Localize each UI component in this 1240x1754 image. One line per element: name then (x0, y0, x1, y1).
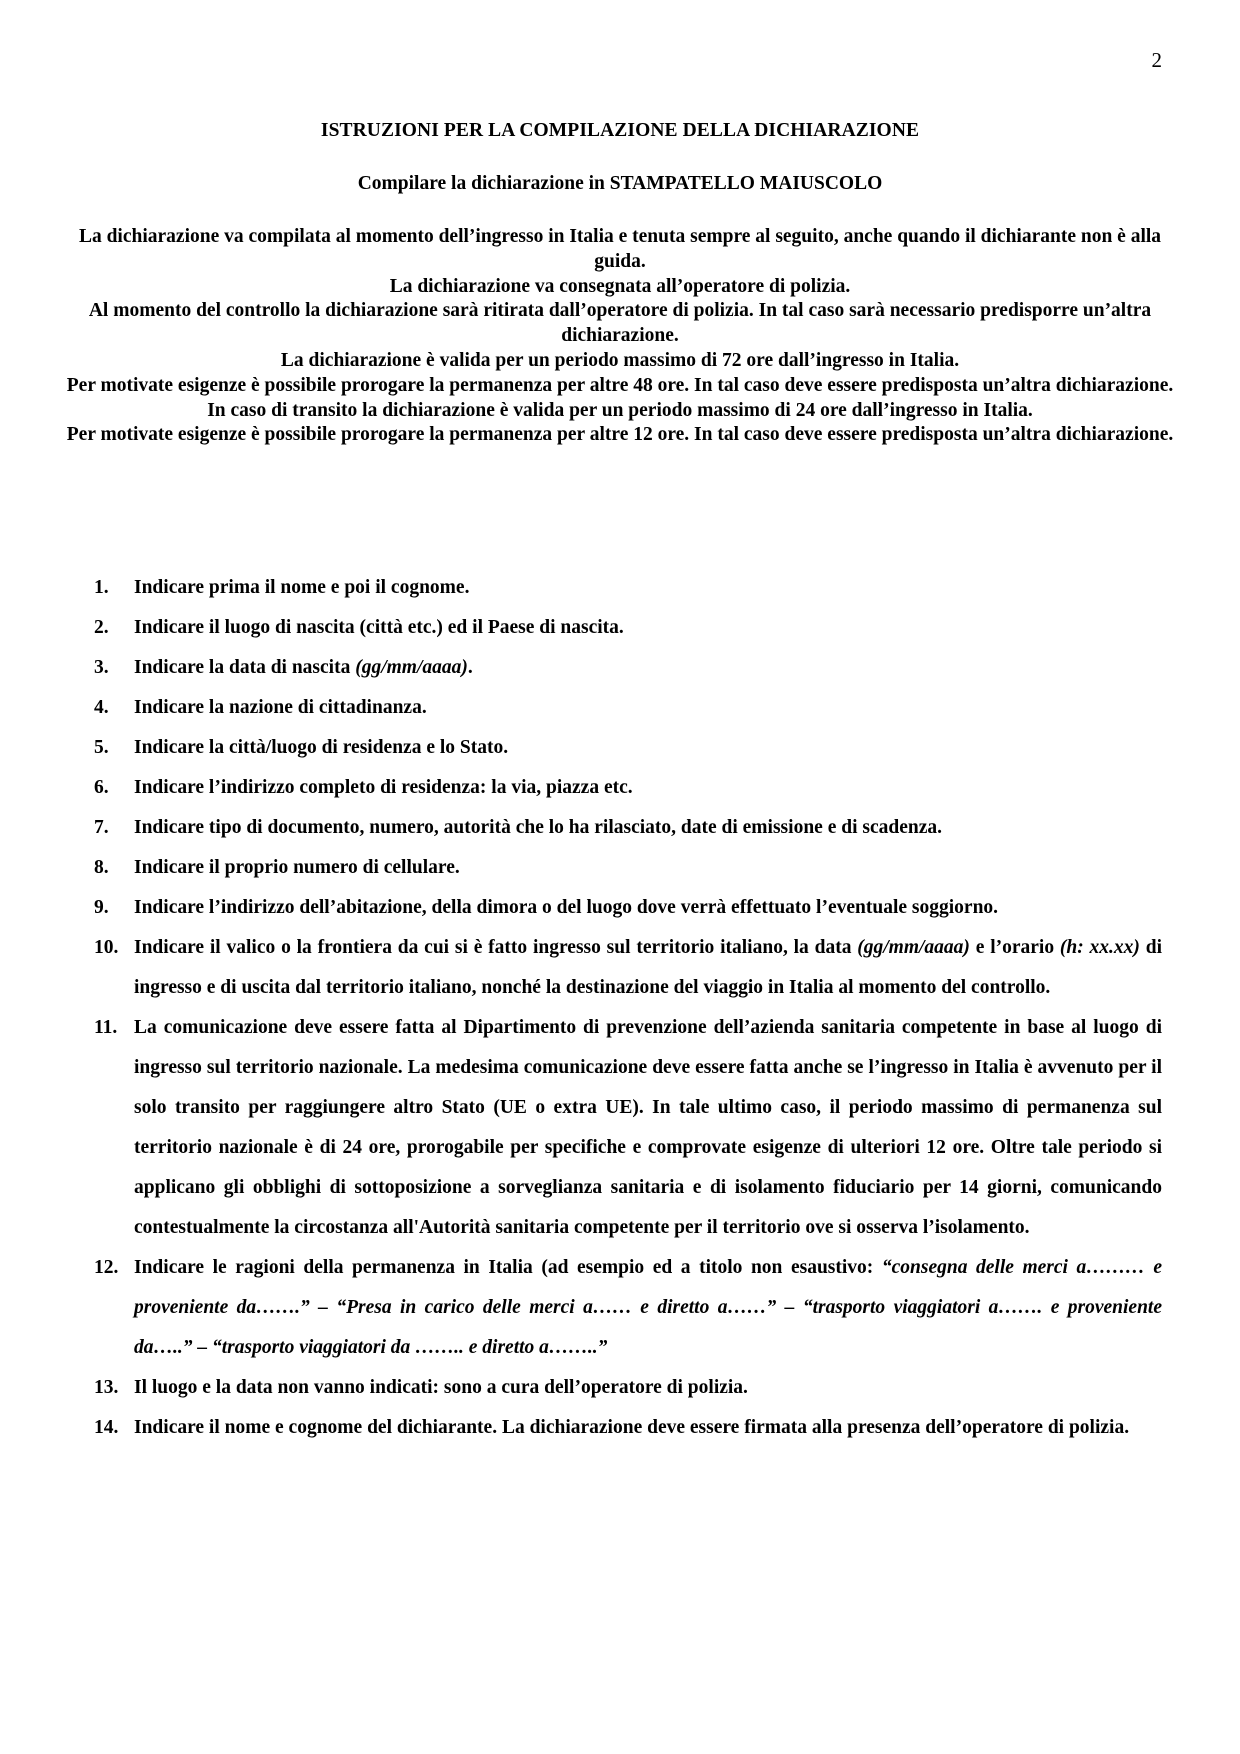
document-subtitle: Compilare la dichiarazione in STAMPATELLO MAIUSCOLO (357, 173, 883, 194)
instruction-number: 11. (94, 1017, 118, 1038)
instruction-number: 6. (94, 777, 109, 798)
intro-paragraph: Per motivate esigenze è possibile prorogare la permanenza per altre 48 ore. In tal caso deve essere predisposta un’altra dichiarazione. (66, 374, 1174, 396)
instruction-text: Indicare la data di nascita (134, 657, 356, 678)
instruction-text: Indicare l’indirizzo dell’abitazione, della dimora o del luogo dove verrà effettuato l’eventuale soggiorno. (134, 897, 999, 918)
document-title: ISTRUZIONI PER LA COMPILAZIONE DELLA DICHIARAZIONE (320, 120, 920, 141)
instruction-text: Indicare il nome e cognome del dichiarante. La dichiarazione deve essere firmata alla presenza dell’operatore di polizia. (134, 1417, 1130, 1438)
page-number: 2 (1151, 48, 1162, 72)
instruction-item (0, 688, 1240, 728)
instruction-number: 10. (94, 937, 119, 958)
instruction-text: Indicare la città/luogo di residenza e lo Stato. (134, 737, 509, 758)
instruction-number: 8. (94, 857, 109, 878)
instruction-item (0, 768, 1240, 808)
instruction-italic-text: (gg/mm/aaaa) (857, 937, 970, 958)
instruction-text: Indicare il luogo di nascita (città etc.) ed il Paese di nascita. (134, 617, 624, 638)
instruction-item (0, 808, 1240, 848)
instruction-item (0, 1408, 1240, 1448)
instruction-number: 13. (94, 1377, 119, 1398)
instruction-number: 14. (94, 1417, 119, 1438)
instruction-item (0, 1368, 1240, 1408)
instruction-text: Indicare la nazione di cittadinanza. (134, 697, 427, 718)
instruction-text: e l’orario (969, 937, 1060, 958)
instruction-item (0, 648, 1240, 688)
intro-paragraph: In caso di transito la dichiarazione è valida per un periodo massimo di 24 ore dall’ingresso in Italia. (207, 399, 1033, 421)
intro-paragraph: Al momento del controllo la dichiarazione sarà ritirata dall’operatore di polizia. In tal caso sarà necessario predisporre un’altra dichiarazione. (88, 300, 1152, 347)
instruction-item (0, 928, 1240, 1008)
instruction-text: Indicare il proprio numero di cellulare. (134, 857, 460, 878)
instruction-number: 9. (94, 897, 109, 918)
instruction-number: 4. (94, 697, 109, 718)
instruction-item (0, 568, 1240, 608)
instruction-italic-text: (h: xx.xx) (1059, 937, 1140, 958)
instruction-item (0, 728, 1240, 768)
instruction-number: 5. (94, 737, 109, 758)
instruction-text: Indicare il valico o la frontiera da cui si è fatto ingresso sul territorio italiano, la data (134, 937, 858, 958)
instruction-number: 7. (94, 817, 109, 838)
instruction-text: Indicare l’indirizzo completo di residenza: la via, piazza etc. (134, 777, 633, 798)
instruction-item (0, 1248, 1240, 1368)
intro-paragraph: Per motivate esigenze è possibile prorogare la permanenza per altre 12 ore. In tal caso deve essere predisposta un’altra dichiarazione. (66, 424, 1174, 446)
instruction-item (0, 848, 1240, 888)
instruction-item (0, 888, 1240, 928)
instruction-item (0, 1008, 1240, 1248)
instruction-text: Indicare tipo di documento, numero, autorità che lo ha rilasciato, date di emissione e di scadenza. (134, 817, 942, 838)
instruction-text: Indicare prima il nome e poi il cognome. (134, 577, 470, 598)
instructions-list (0, 568, 1240, 1448)
instruction-text: . (467, 657, 473, 678)
instruction-text: di ingresso e di uscita dal territorio italiano, nonché la destinazione del viaggio in Italia al momento del controllo. (134, 937, 1162, 998)
instruction-item (0, 608, 1240, 648)
instruction-text: Indicare le ragioni della permanenza in Italia (ad esempio ed a titolo non esaustivo: (134, 1257, 882, 1278)
instruction-italic-text: “consegna delle merci a……… e proveniente da…….” – “Presa in carico delle merci a…… e diretto a……” – “trasporto viaggiatori a……. e proveniente da…..” – “trasporto viaggiatori da …….. e diretto a……..” (134, 1257, 1162, 1358)
intro-paragraph: La dichiarazione è valida per un periodo massimo di 72 ore dall’ingresso in Italia. (280, 349, 960, 371)
instruction-number: 12. (94, 1257, 119, 1278)
instruction-number: 2. (94, 617, 109, 638)
instruction-text: La comunicazione deve essere fatta al Dipartimento di prevenzione dell’azienda sanitaria competente in base al luogo di ingresso sul territorio nazionale. La medesima comunicazione deve essere fatta anche se l’ingresso in Italia è avvenuto per il solo transito per raggiungere altro Stato (UE o extra UE). In tale ultimo caso, il periodo massimo di permanenza sul territorio nazionale è di 24 ore, prorogabile per specifiche e comprovate esigenze di ulteriori 12 ore. Oltre tale periodo si applicano gli obblighi di sottoposizione a sorveglianza sanitaria e di isolamento fiduciario per 14 giorni, comunicando contestualmente la circostanza all'Autorità sanitaria competente per il territorio ove si osserva l’isolamento. (134, 1017, 1162, 1238)
instruction-number: 1. (94, 577, 109, 598)
instruction-italic-text: (gg/mm/aaaa) (355, 657, 468, 678)
instruction-number: 3. (94, 657, 109, 678)
intro-paragraph: La dichiarazione va compilata al momento dell’ingresso in Italia e tenuta sempre al seguito, anche quando il dichiarante non è alla guida. (78, 226, 1162, 272)
instruction-text: Il luogo e la data non vanno indicati: sono a cura dell’operatore di polizia. (134, 1377, 748, 1398)
intro-block (60, 225, 1180, 448)
intro-paragraph: La dichiarazione va consegnata all’operatore di polizia. (389, 275, 851, 297)
